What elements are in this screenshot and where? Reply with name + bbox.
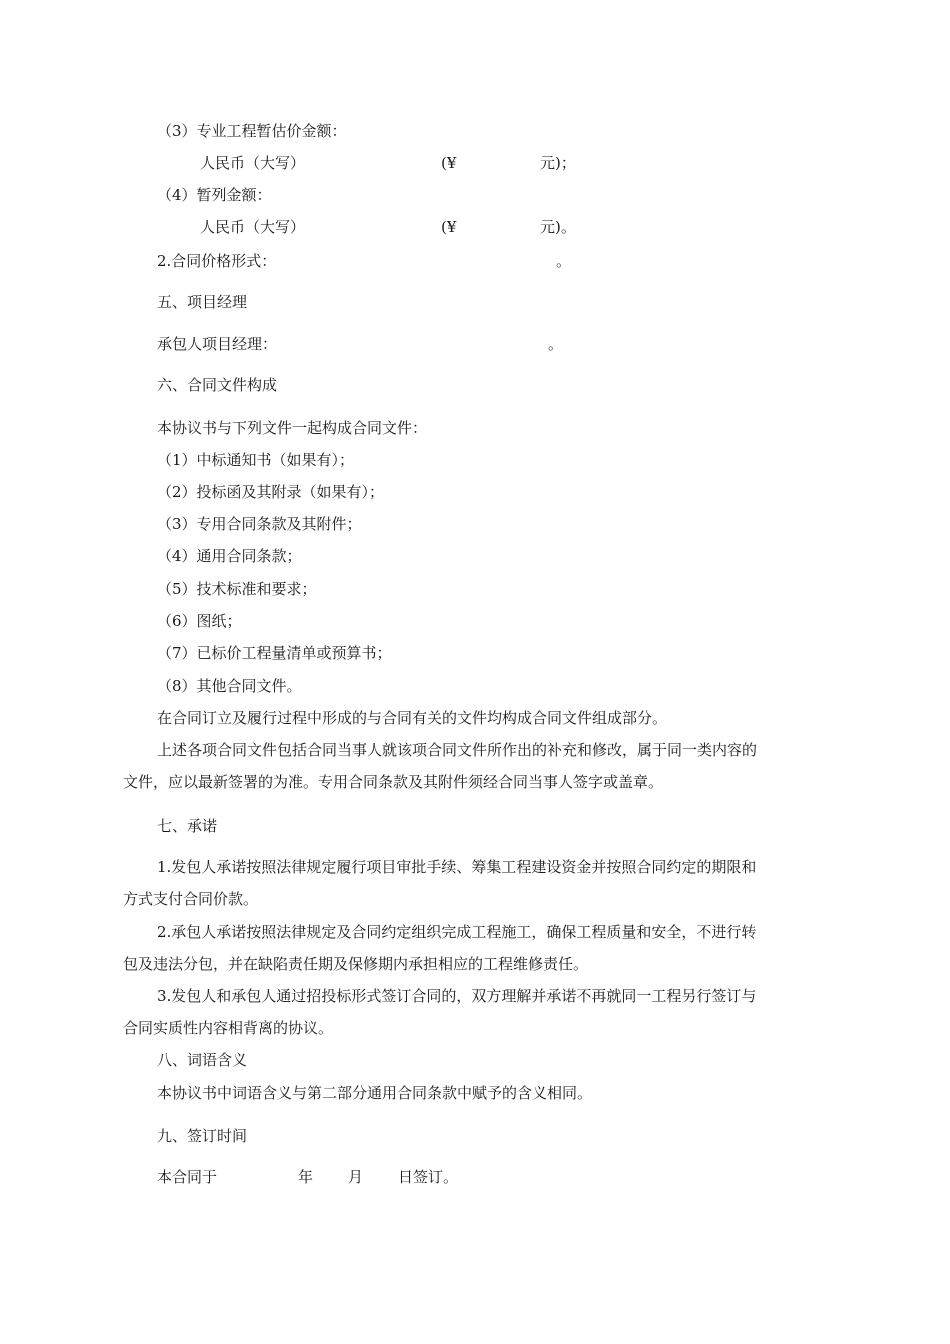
pm-end: 。 [548, 335, 564, 353]
section6-para1: 在合同订立及履行过程中形成的与合同有关的文件均构成合同文件组成部分。 [157, 709, 668, 727]
list-item: （1）中标通知书（如果有）； [157, 451, 355, 469]
list-item: （2）投标函及其附录（如果有）； [157, 483, 385, 501]
item4-label: （4）暂列金额： [157, 186, 272, 204]
list-item: （3）专用合同条款及其附件； [157, 515, 362, 533]
section9-heading: 九、签订时间 [157, 1127, 248, 1145]
section7-p2-line1: 2.承包人承诺按照法律规定及合同约定组织完成工程施工，确保工程质量和安全，不进行转 [157, 923, 757, 941]
list-item: （4）通用合同条款； [157, 547, 302, 565]
price-form-label: 2.合同价格形式： [157, 252, 277, 270]
list-item: （6）图纸； [157, 612, 242, 630]
list-item: （5）技术标准和要求； [157, 580, 317, 598]
item4-yuan-label: 元)。 [540, 218, 576, 236]
item3-yuan-label: 元)； [540, 154, 576, 172]
section7-p1-line2: 方式支付合同价款。 [123, 890, 259, 908]
sign-month: 月 [348, 1168, 364, 1186]
section6-heading: 六、合同文件构成 [157, 376, 278, 394]
section7-p3-line2: 合同实质性内容相背离的协议。 [123, 1019, 334, 1037]
section6-intro: 本协议书与下列文件一起构成合同文件： [157, 419, 428, 437]
section5-heading: 五、项目经理 [157, 293, 248, 311]
section7-heading: 七、承诺 [157, 817, 218, 835]
pm-label: 承包人项目经理： [157, 335, 278, 353]
section7-p2-line2: 包及违法分包，并在缺陷责任期及保修期内承担相应的工程维修责任。 [123, 955, 589, 973]
section7-p1-line1: 1.发包人承诺按照法律规定履行项目审批手续、筹集工程建设资金并按照合同约定的期限和 [157, 858, 757, 876]
section8-text: 本协议书中词语含义与第二部分通用合同条款中赋予的含义相同。 [157, 1084, 593, 1102]
section7-p3-line1: 3.发包人和承包人通过招投标形式签订合同的，双方理解并承诺不再就同一工程另行签订与 [157, 987, 757, 1005]
item3-label: （3）专业工程暂估价金额： [157, 122, 347, 140]
price-form-end: 。 [556, 252, 572, 270]
sign-day-suffix: 日签订。 [398, 1168, 459, 1186]
item3-rmb-label: 人民币（大写） [200, 154, 306, 172]
section6-para2-line2: 文件，应以最新签署的为准。专用合同条款及其附件须经合同当事人签字或盖章。 [123, 773, 664, 791]
section6-para2-line1: 上述各项合同文件包括合同当事人就该项合同文件所作出的补充和修改，属于同一类内容的 [157, 741, 758, 759]
item4-yen-label: (¥ [441, 218, 457, 236]
list-item: （8）其他合同文件。 [157, 677, 302, 695]
item3-yen-label: (¥ [441, 154, 457, 172]
sign-year: 年 [298, 1168, 314, 1186]
section8-heading: 八、词语含义 [157, 1051, 248, 1069]
sign-prefix: 本合同于 [157, 1168, 218, 1186]
item4-rmb-label: 人民币（大写） [200, 218, 306, 236]
list-item: （7）已标价工程量清单或预算书； [157, 644, 392, 662]
